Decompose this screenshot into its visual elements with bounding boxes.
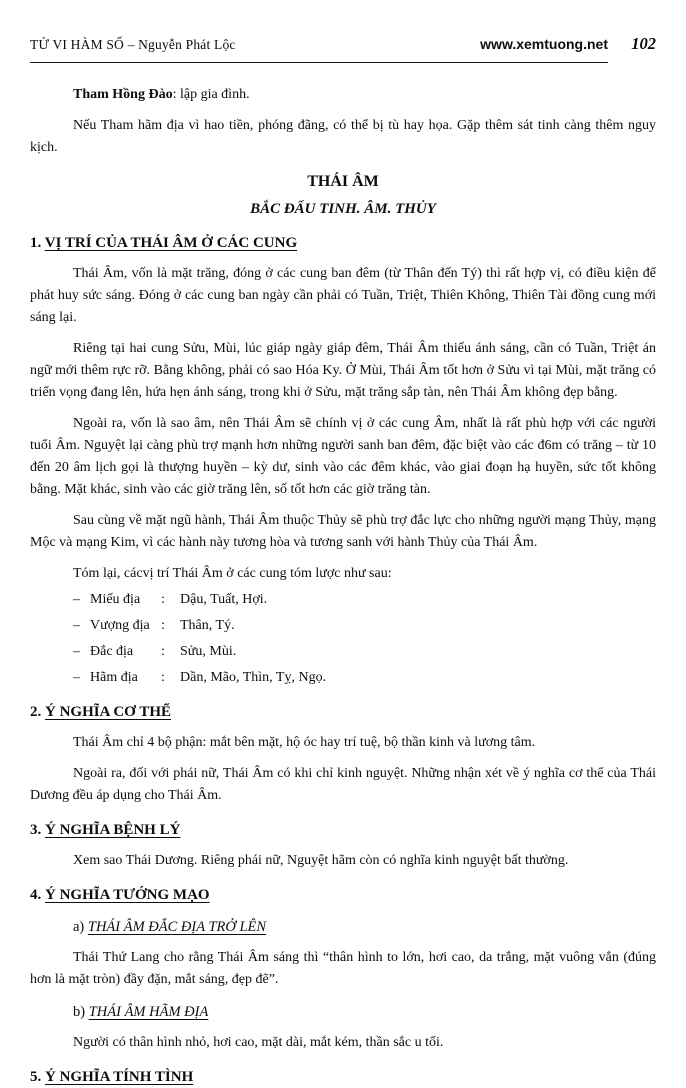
- section3-paragraph-1: Xem sao Thái Dương. Riêng phái nữ, Nguyệt hãm còn có nghĩa kinh nguyệt bất thường.: [73, 853, 569, 868]
- section4-heading-text: Ý NGHĨA TƯỚNG MẠO: [45, 887, 210, 903]
- tham-hong-dao-label: Tham Hồng Đào: [73, 87, 173, 102]
- position-label: Đắc địa: [90, 644, 134, 659]
- subheading-b-text: THÁI ÂM HÃM ĐỊA: [88, 1004, 209, 1020]
- position-row-dac-dia: [30, 641, 656, 663]
- section1-paragraph-2: Riêng tại hai cung Sửu, Mùi, lúc giáp ngày giáp đêm, Thái Âm thiếu ánh sáng, cần có Tuần, Triệt án ngữ mới thêm rực rỡ. Bằng không, phải có sao Hóa Ky. Ở Mùi, Thái Âm tốt hơn ở Sửu vì tại Mùi, mặt trăng có triển vọng đang lên, hứa hẹn ánh sáng, trong khi ở Sửu, mặt trăng sắp tàn, nên Thái Âm không đẹp bằng.: [30, 341, 656, 400]
- subheading-a-label: a): [73, 919, 85, 935]
- section3-heading-text: Ý NGHĨA BỆNH LÝ: [45, 822, 181, 838]
- section4-paragraph-b: Người có thân hình nhỏ, hơi cao, mặt dài, mắt kém, thần sắc u tối.: [73, 1035, 444, 1050]
- section1-paragraph-3: Ngoài ra, vốn là sao âm, nên Thái Âm sẽ chính vị ở các cung Âm, nhất là rất phù hợp với các người tuổi Âm. Nguyệt lại càng phù trợ mạnh hơn những người sanh ban đêm, đặc biệt vào các đ6m có trăng – từ 10 đến 20 âm lịch gọi là thượng huyền – kỳ dư, sinh vào các đêm khác, vào giai đoạn hạ huyền, sức tốt không bằng. Mặt khác, sinh vào các giờ trăng lên, số tốt hơn các giờ trăng tàn.: [30, 416, 656, 497]
- section4-subheading-a: [30, 916, 656, 938]
- section4-number: 4.: [30, 887, 42, 903]
- position-values: Thân, Tý.: [180, 618, 235, 633]
- position-values: Dần, Mão, Thìn, Tỵ, Ngọ.: [180, 670, 327, 685]
- subheading-b-label: b): [73, 1004, 86, 1020]
- section5-heading: [30, 1066, 656, 1088]
- dash-bullet: –: [73, 618, 80, 633]
- book-title: TỬ VI HÀM SỐ – Nguyễn Phát Lộc: [30, 37, 236, 52]
- position-label: Vượng địa: [90, 618, 150, 633]
- page-number: 102: [631, 34, 656, 53]
- section1-heading: [30, 232, 656, 254]
- section3-number: 3.: [30, 822, 42, 838]
- section1-heading-text: VỊ TRÍ CỦA THÁI ÂM Ở CÁC CUNG: [44, 235, 298, 251]
- position-label: Hãm địa: [90, 670, 138, 685]
- intro-tham-paragraph: [30, 84, 656, 106]
- chapter-subtitle: BẮC ĐẨU TINH. ÂM. THỦY: [250, 201, 436, 217]
- section2-paragraph-1: Thái Âm chỉ 4 bộ phận: mắt bên mặt, hộ óc hay trí tuệ, bộ thần kinh và lương tâm.: [73, 735, 536, 750]
- intro-warning-paragraph: Nếu Tham hãm địa vì hao tiền, phóng đãng, có thể bị tù hay họa. Gặp thêm sát tinh càng thêm nguy kịch.: [30, 118, 656, 155]
- page-content: [30, 63, 656, 1088]
- position-list: [30, 589, 656, 689]
- position-colon: :: [161, 644, 165, 659]
- section5-heading-text: Ý NGHĨA TÍNH TÌNH: [45, 1069, 194, 1085]
- position-values: Sửu, Mùi.: [180, 644, 237, 659]
- dash-bullet: –: [73, 670, 80, 685]
- section2-heading-text: Ý NGHĨA CƠ THỂ: [45, 704, 171, 720]
- section1-paragraph-4: Sau cùng về mặt ngũ hành, Thái Âm thuộc Thủy sẽ phù trợ đắc lực cho những người mạng Thủy, mạng Mộc và mạng Kim, vì các hành này tương hòa và tương sanh với hành Thủy của Thái Âm.: [30, 513, 656, 550]
- dash-bullet: –: [73, 592, 80, 607]
- section1-summary-intro: Tóm lại, cácvị trí Thái Âm ở các cung tóm lược như sau:: [73, 566, 392, 581]
- section4-subheading-b: [30, 1001, 656, 1023]
- header-rule: [30, 36, 608, 63]
- page-header: [30, 34, 656, 63]
- section2-heading: [30, 701, 656, 723]
- section5-number: 5.: [30, 1069, 42, 1085]
- section1-paragraph-1: Thái Âm, vốn là mặt trăng, đóng ở các cung ban đêm (từ Thân đến Tý) thì rất hợp vị, có điều kiện để phát huy sức sáng. Đóng ở các cung ban ngày cần phải có Tuần, Triệt, Thiên Không, Thiên Tài đồng cung mới sáng lại.: [30, 266, 656, 325]
- section2-paragraph-2: Ngoài ra, đối với phái nữ, Thái Âm có khi chỉ kinh nguyệt. Những nhận xét về ý nghĩa cơ thể của Thái Dương đều áp dụng cho Thái Âm.: [30, 766, 656, 803]
- subheading-a-text: THÁI ÂM ĐẮC ĐỊA TRỞ LÊN: [87, 919, 267, 935]
- section4-heading: [30, 884, 656, 906]
- position-values: Dậu, Tuất, Hợi.: [180, 592, 268, 607]
- section2-number: 2.: [30, 704, 42, 720]
- section3-heading: [30, 819, 656, 841]
- section4-paragraph-a: Thái Thứ Lang cho rằng Thái Âm sáng thì “thân hình to lớn, hơi cao, da trắng, mặt vuông vắn (đúng hơn là mặt tròn) đầy đặn, mắt sáng, đẹp đẽ”.: [30, 950, 656, 987]
- website-url: www.xemtuong.net: [480, 36, 608, 52]
- position-colon: :: [161, 592, 165, 607]
- chapter-title: THÁI ÂM: [307, 173, 379, 190]
- position-label: Miếu địa: [90, 592, 141, 607]
- position-row-ham-dia: [30, 667, 656, 689]
- section1-number: 1.: [30, 235, 42, 251]
- dash-bullet: –: [73, 644, 80, 659]
- tham-hong-dao-text: : lập gia đình.: [172, 87, 250, 102]
- position-row-mieu-dia: [30, 589, 656, 611]
- position-row-vuong-dia: [30, 615, 656, 637]
- position-colon: :: [161, 670, 165, 685]
- position-colon: :: [161, 618, 165, 633]
